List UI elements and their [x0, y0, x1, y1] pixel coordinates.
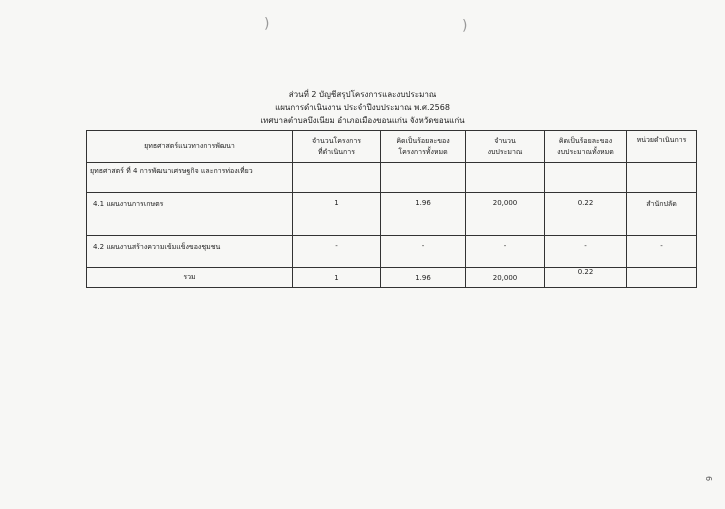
title-line-2: แผนการดำเนินงาน ประจำปีงบประมาณ พ.ศ.2568: [275, 103, 450, 112]
row-unit: -: [627, 236, 697, 268]
row-label: 4.2 แผนงานสร้างความเข้มแข็งของชุมชน: [87, 236, 293, 268]
row-count: -: [293, 236, 381, 268]
header-budget-line2: งบประมาณ: [487, 147, 523, 156]
total-row: [87, 268, 697, 288]
page-number: 6: [703, 475, 713, 482]
row-count: 1: [293, 193, 381, 236]
table-row: [87, 236, 697, 268]
row-budget: 20,000: [466, 193, 545, 236]
strategy-row: [87, 163, 697, 193]
header-pct-budget: [545, 131, 627, 163]
hole-punch-mark: ): [462, 18, 468, 34]
row-pct-projects: 1.96: [381, 193, 466, 236]
strategy-label: ยุทธศาสตร์ ที่ 4 การพัฒนาเศรษฐกิจ และการท่องเที่ยว: [87, 163, 293, 193]
total-count: 1: [293, 268, 381, 288]
header-pct-projects: [381, 131, 466, 163]
table-row: [87, 193, 697, 236]
header-pct-budget-line1: คิดเป็นร้อยละของ: [558, 136, 613, 145]
header-project-count: [293, 131, 381, 163]
hole-punch-mark: ): [264, 16, 270, 32]
row-pct-projects: -: [381, 236, 466, 268]
header-pct-projects-line1: คิดเป็นร้อยละของ: [396, 136, 450, 145]
header-budget-line1: จำนวน: [494, 136, 516, 145]
row-label: 4.1 แผนงานการเกษตร: [87, 193, 293, 236]
header-row: [87, 131, 697, 163]
header-pct-budget-line2: งบประมาณทั้งหมด: [557, 147, 614, 156]
total-pct-budget: 0.22: [545, 268, 627, 288]
total-pct-projects: 1.96: [381, 268, 466, 288]
header-project-count-line1: จำนวนโครงการ: [311, 136, 362, 145]
project-summary-table: [86, 130, 697, 288]
row-pct-budget: 0.22: [545, 193, 627, 236]
header-budget: [466, 131, 545, 163]
row-pct-budget: -: [545, 236, 627, 268]
header-project-count-line2: ที่ดำเนินการ: [318, 147, 355, 156]
row-unit: สำนักปลัด: [627, 193, 697, 236]
document-title: [0, 88, 725, 127]
row-budget: -: [466, 236, 545, 268]
total-label: รวม: [87, 268, 293, 288]
total-budget: 20,000: [466, 268, 545, 288]
title-line-1: ส่วนที่ 2 บัญชีสรุปโครงการและงบประมาณ: [288, 90, 437, 99]
header-unit: หน่วยดำเนินการ: [627, 131, 697, 163]
header-strategy: ยุทธศาสตร์แนวทางการพัฒนา: [87, 131, 293, 163]
title-line-3: เทศบาลตำบลบึงเนียม อำเภอเมืองขอนแก่น จังหวัดขอนแก่น: [260, 116, 465, 125]
header-pct-projects-line2: โครงการทั้งหมด: [398, 147, 448, 156]
